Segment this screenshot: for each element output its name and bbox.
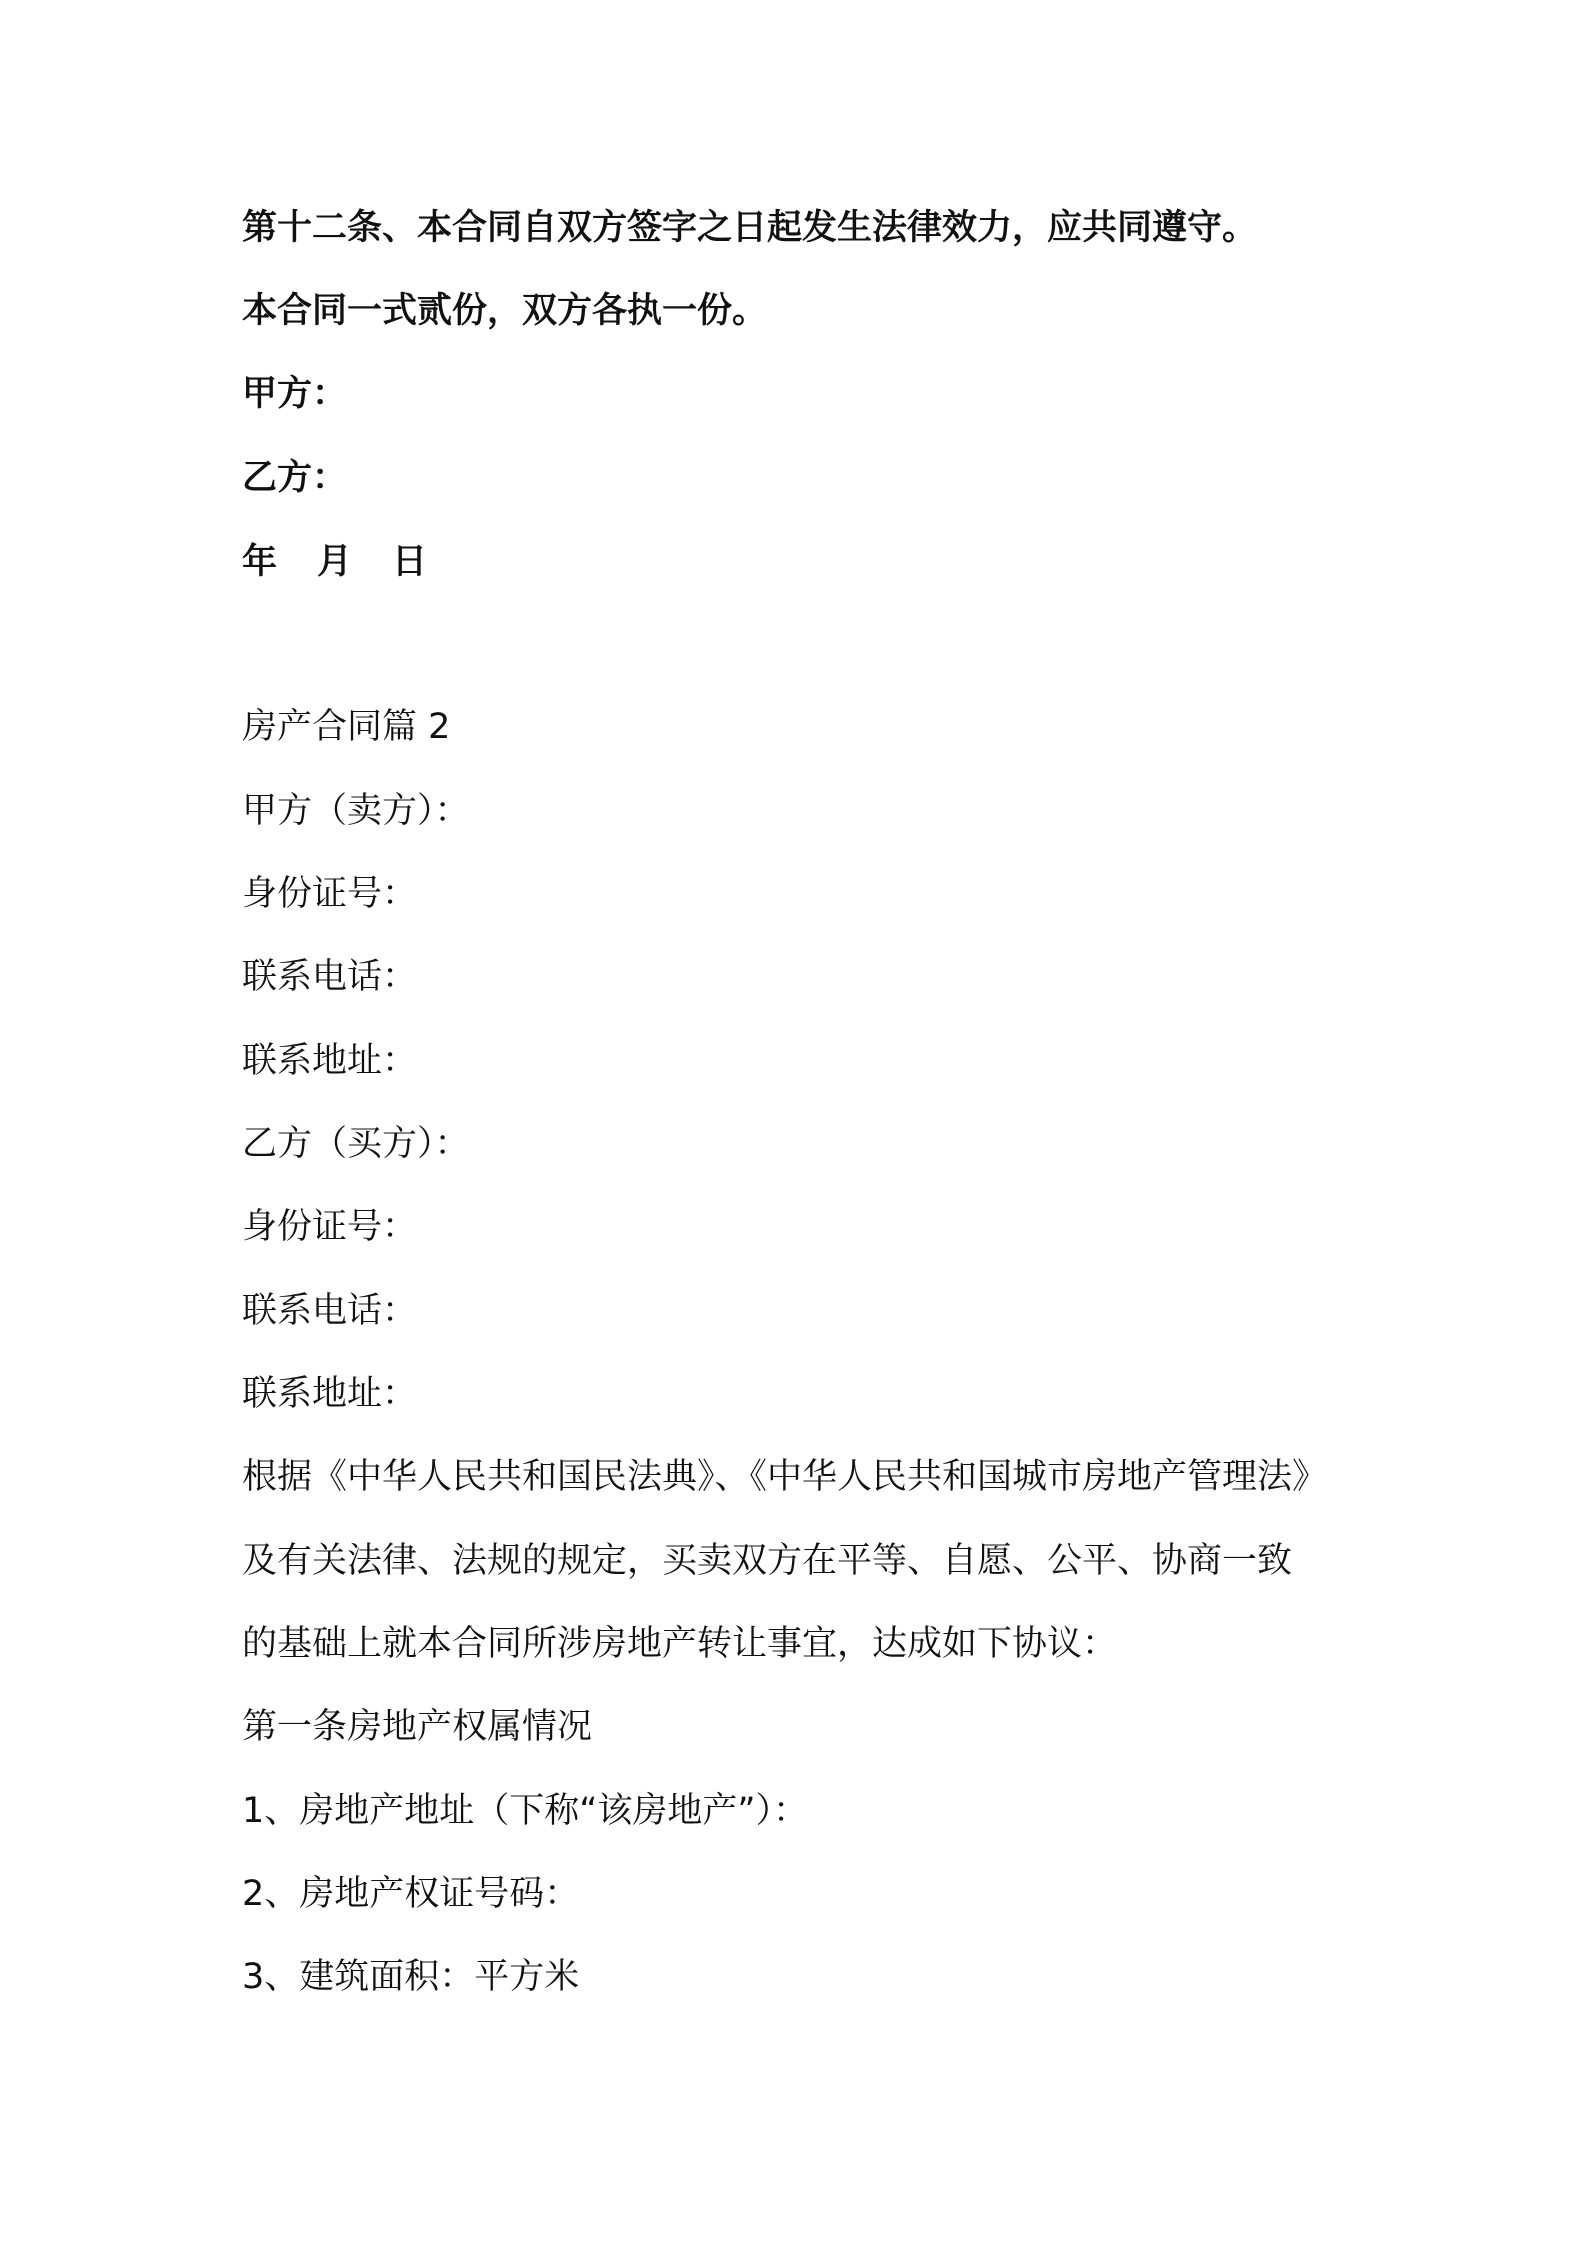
seller-phone-label: 联系电话： xyxy=(242,957,418,997)
preamble-line: 的基础上就本合同所涉房地产转让事宜，达成如下协议： xyxy=(242,1624,1118,1664)
buyer-label: 乙方（买方）： xyxy=(242,1124,470,1164)
preamble-line: 根据《中华人民共和国民法典》、《中华人民共和国城市房地产管理法》 xyxy=(242,1457,1328,1497)
date-month-label: 月 xyxy=(317,542,353,582)
article-12-text: 第十二条、本合同自双方签字之日起发生法律效力，应共同遵守。 xyxy=(242,208,1258,248)
date-day-label: 日 xyxy=(392,542,428,582)
preamble-line: 及有关法律、法规的规定，买卖双方在平等、自愿、公平、协商一致 xyxy=(242,1541,1293,1581)
buyer-address-label: 联系地址： xyxy=(242,1374,418,1414)
article-1-title: 第一条房地产权属情况 xyxy=(242,1707,593,1747)
party-a-signature-label: 甲方： xyxy=(242,374,348,414)
list-item: 2、房地产权证号码： xyxy=(242,1874,580,1914)
contract-section-title: 房产合同篇 2 xyxy=(242,707,451,747)
seller-label: 甲方（卖方）： xyxy=(242,791,470,831)
date-year-label: 年 xyxy=(242,542,278,582)
signature-date xyxy=(242,540,427,584)
seller-address-label: 联系地址： xyxy=(242,1041,418,1081)
list-item: 1、房地产地址（下称“该房地产”）： xyxy=(242,1791,809,1831)
buyer-id-label: 身份证号： xyxy=(242,1207,418,1247)
seller-id-label: 身份证号： xyxy=(242,874,418,914)
buyer-phone-label: 联系电话： xyxy=(242,1291,418,1331)
list-item: 3、建筑面积：平方米 xyxy=(242,1957,580,1997)
party-b-signature-label: 乙方： xyxy=(242,458,348,498)
copies-text: 本合同一式贰份，双方各执一份。 xyxy=(242,291,768,331)
